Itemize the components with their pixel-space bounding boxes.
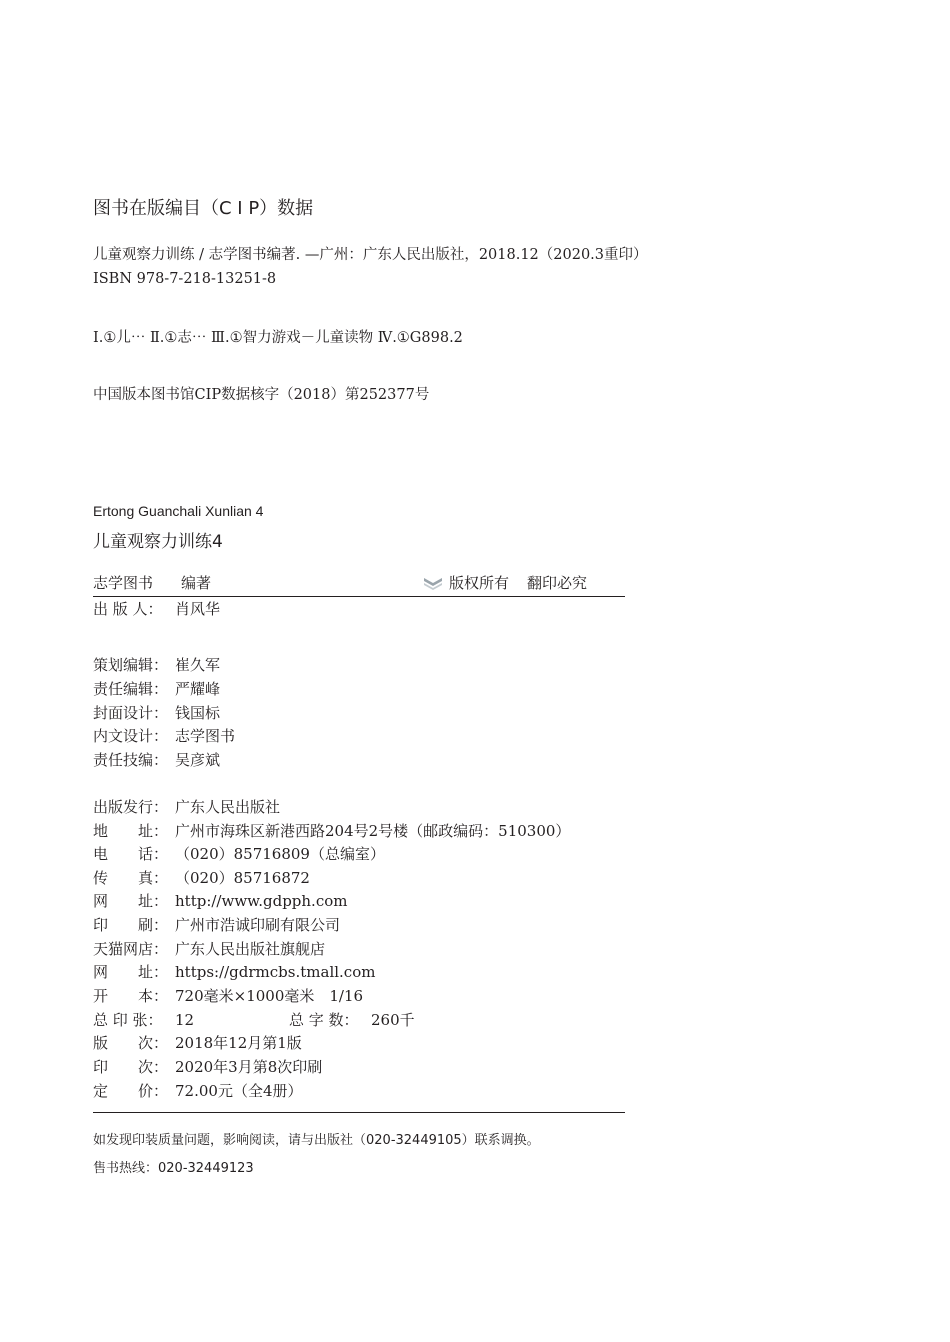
detail-label: 地 址： [93,822,169,840]
cip-catalog-line: 儿童观察力训练 / 志学图书编著. —广州：广东人民出版社，2018.12（2020.3重印） [93,247,648,263]
editor-label: 责任编辑： [93,680,169,698]
detail-row [93,1056,322,1078]
detail-value: 2018年12月第1版 [175,1034,302,1052]
detail-value: 广东人民出版社 [175,798,281,816]
book-pinyin-title: Ertong Guanchali Xunlian 4 [93,503,264,519]
publisher-person-label: 出 版 人： [93,600,163,618]
publisher-person-value: 肖风华 [175,600,221,618]
detail-label: 电 话： [93,845,169,863]
detail-row [93,938,325,960]
detail-value: 广东人民出版社旗舰店 [175,940,326,958]
rights-notice [423,572,587,593]
detail-row [93,985,363,1007]
detail-row [93,961,375,983]
detail-value: 广州市浩诚印刷有限公司 [175,916,341,934]
author-row [93,572,625,597]
detail-label: 印 刷： [93,916,169,934]
detail-value: 广州市海珠区新港西路204号2号楼（邮政编码：510300） [175,822,571,840]
editor-value: 严耀峰 [175,680,221,698]
detail-value: 720毫米×1000毫米 1/16 [175,987,364,1005]
rights-reserved-text: 版权所有 [449,574,510,592]
editor-value: 钱国标 [175,704,221,722]
detail-row [93,890,347,912]
sheets-row [93,1009,415,1031]
author-name: 志学图书 [93,574,154,592]
detail-value: （020）85716872 [175,869,310,887]
sales-hotline: 售书热线：020-32449123 [93,1161,254,1176]
editor-value: 志学图书 [175,727,236,745]
quality-notice: 如发现印装质量问题，影响阅读，请与出版社（020-32449105）联系调换。 [93,1133,540,1148]
book-check-icon [423,575,443,591]
editor-value: 崔久军 [175,656,221,674]
website-link[interactable]: http://www.gdpph.com [175,892,348,910]
editor-value: 吴彦斌 [175,751,221,769]
editor-row [93,654,220,676]
editor-label: 策划编辑： [93,656,169,674]
no-reprint-text: 翻印必究 [527,574,588,592]
word-count-value: 260千 [371,1011,415,1029]
editor-row [93,725,235,747]
detail-row [93,796,280,818]
editor-row [93,678,220,700]
cip-approval-number: 中国版本图书馆CIP数据核字（2018）第252377号 [93,387,430,403]
word-count-label: 总 字 数： [289,1011,359,1029]
editor-label: 封面设计： [93,704,169,722]
editor-row [93,702,220,724]
detail-value: （020）85716809（总编室） [175,845,385,863]
detail-value: 2020年3月第8次印刷 [175,1058,323,1076]
cip-classification: Ⅰ.①儿⋯ Ⅱ.①志⋯ Ⅲ.①智力游戏－儿童读物 Ⅳ.①G898.2 [93,330,463,346]
detail-label: 传 真： [93,869,169,887]
detail-row [93,867,310,889]
detail-label: 定 价： [93,1082,169,1100]
detail-row [93,820,570,842]
detail-row [93,1080,303,1102]
detail-row [93,1032,302,1054]
detail-label: 天猫网店： [93,940,169,958]
detail-label: 出版发行： [93,798,169,816]
detail-row [93,843,385,865]
editor-label: 内文设计： [93,727,169,745]
editor-row [93,749,220,771]
detail-label: 网 址： [93,892,169,910]
detail-label: 版 次： [93,1034,169,1052]
author-role: 编著 [181,574,212,592]
editor-label: 责任技编： [93,751,169,769]
divider [93,1112,625,1113]
sheets-value: 12 [175,1011,195,1029]
book-title: 儿童观察力训练4 [93,532,223,552]
detail-label: 开 本： [93,987,169,1005]
detail-label: 网 址： [93,963,169,981]
sheets-label: 总 印 张： [93,1011,163,1029]
price-value: 72.00元（全4册） [175,1082,303,1100]
tmall-link[interactable]: https://gdrmcbs.tmall.com [175,963,376,981]
cip-isbn: ISBN 978-7-218-13251-8 [93,271,277,287]
publisher-person-row [93,598,220,620]
detail-row [93,914,340,936]
cip-heading: 图书在版编目（C I P）数据 [93,198,314,219]
detail-label: 印 次： [93,1058,169,1076]
